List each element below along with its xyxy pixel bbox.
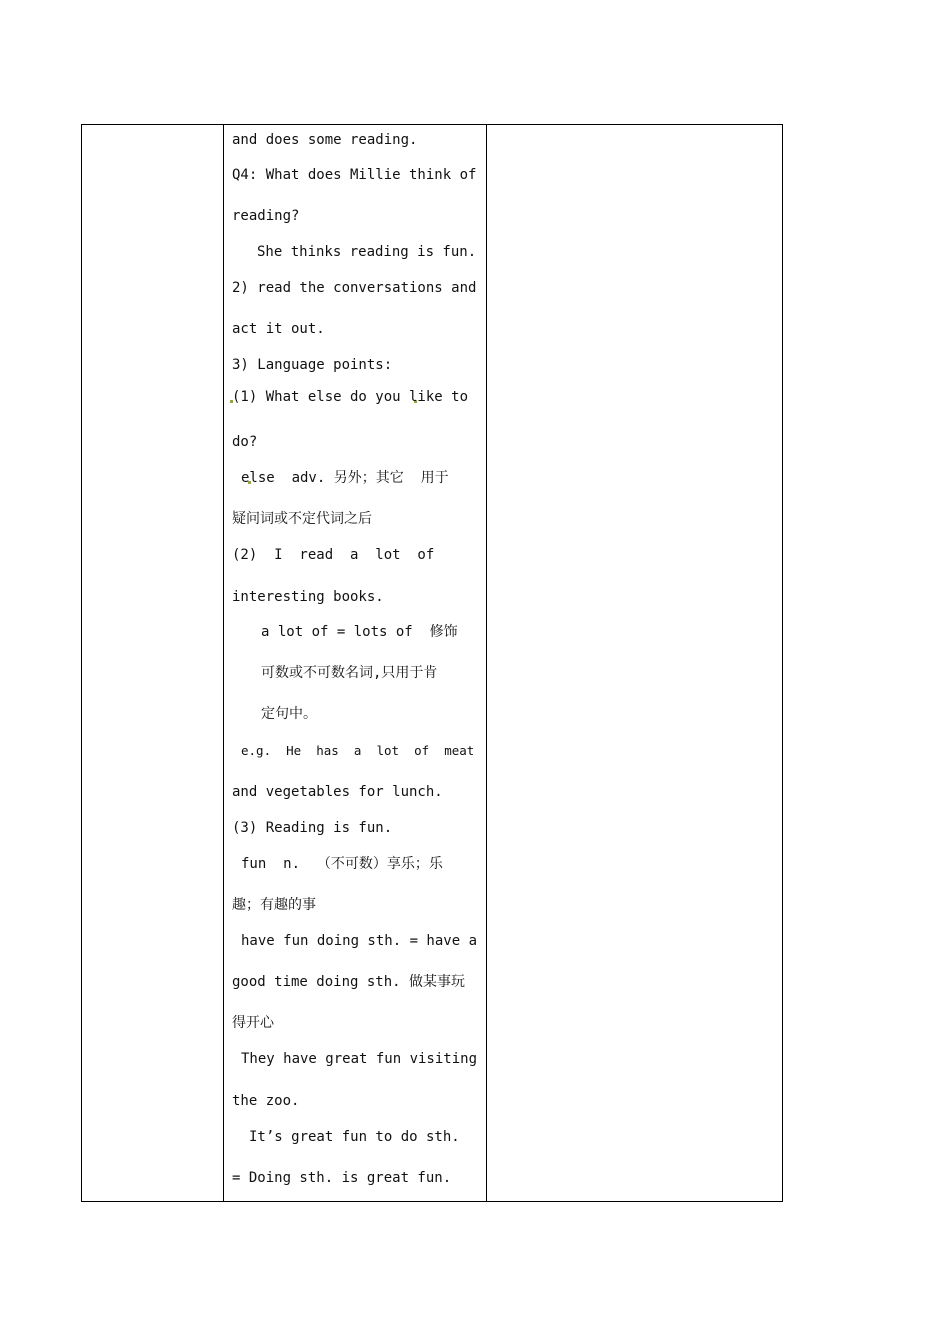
text-line: She thinks reading is fun. [257, 244, 477, 260]
teaching-content-cell [224, 125, 486, 1201]
text-line: a lot of = lots of 修饰 [261, 624, 458, 640]
text-line: else adv. 另外；其它 用于 [241, 470, 449, 486]
text-line: fun n. （不可数）享乐；乐 [241, 856, 443, 872]
text-line: Q4: What does Millie think of [232, 167, 477, 183]
text-line: have fun doing sth. = have a [241, 933, 478, 949]
text-line: good time doing sth. 做某事玩 [232, 974, 466, 990]
text-line: 3) Language points: [232, 357, 393, 373]
text-line: the zoo. [232, 1093, 300, 1109]
text-line: (1) What else do you like to [232, 389, 469, 405]
text-line: 定句中。 [261, 706, 317, 722]
text-line: (3) Reading is fun. [232, 820, 393, 836]
text-line: 趣；有趣的事 [232, 897, 316, 913]
text-line: 疑问词或不定代词之后 [232, 511, 372, 527]
text-line: and does some reading. [232, 132, 418, 148]
text-line: reading? [232, 208, 300, 224]
text-line: e.g. He has a lot of meat [241, 743, 475, 758]
text-line: 2) read the conversations and [232, 280, 477, 296]
text-line: (2) I read a lot of [232, 547, 435, 563]
text-line: It’s great fun to do sth. [249, 1129, 460, 1145]
lesson-table [81, 124, 783, 1202]
text-line: and vegetables for lunch. [232, 784, 443, 800]
text-line: do? [232, 434, 258, 450]
text-line: 得开心 [232, 1015, 274, 1031]
text-line: They have great fun visiting [241, 1051, 478, 1067]
column-divider [486, 125, 487, 1201]
text-line: interesting books. [232, 589, 384, 605]
text-line: act it out. [232, 321, 325, 337]
text-line: = Doing sth. is great fun. [232, 1170, 452, 1186]
text-line: 可数或不可数名词,只用于肯 [261, 665, 438, 681]
